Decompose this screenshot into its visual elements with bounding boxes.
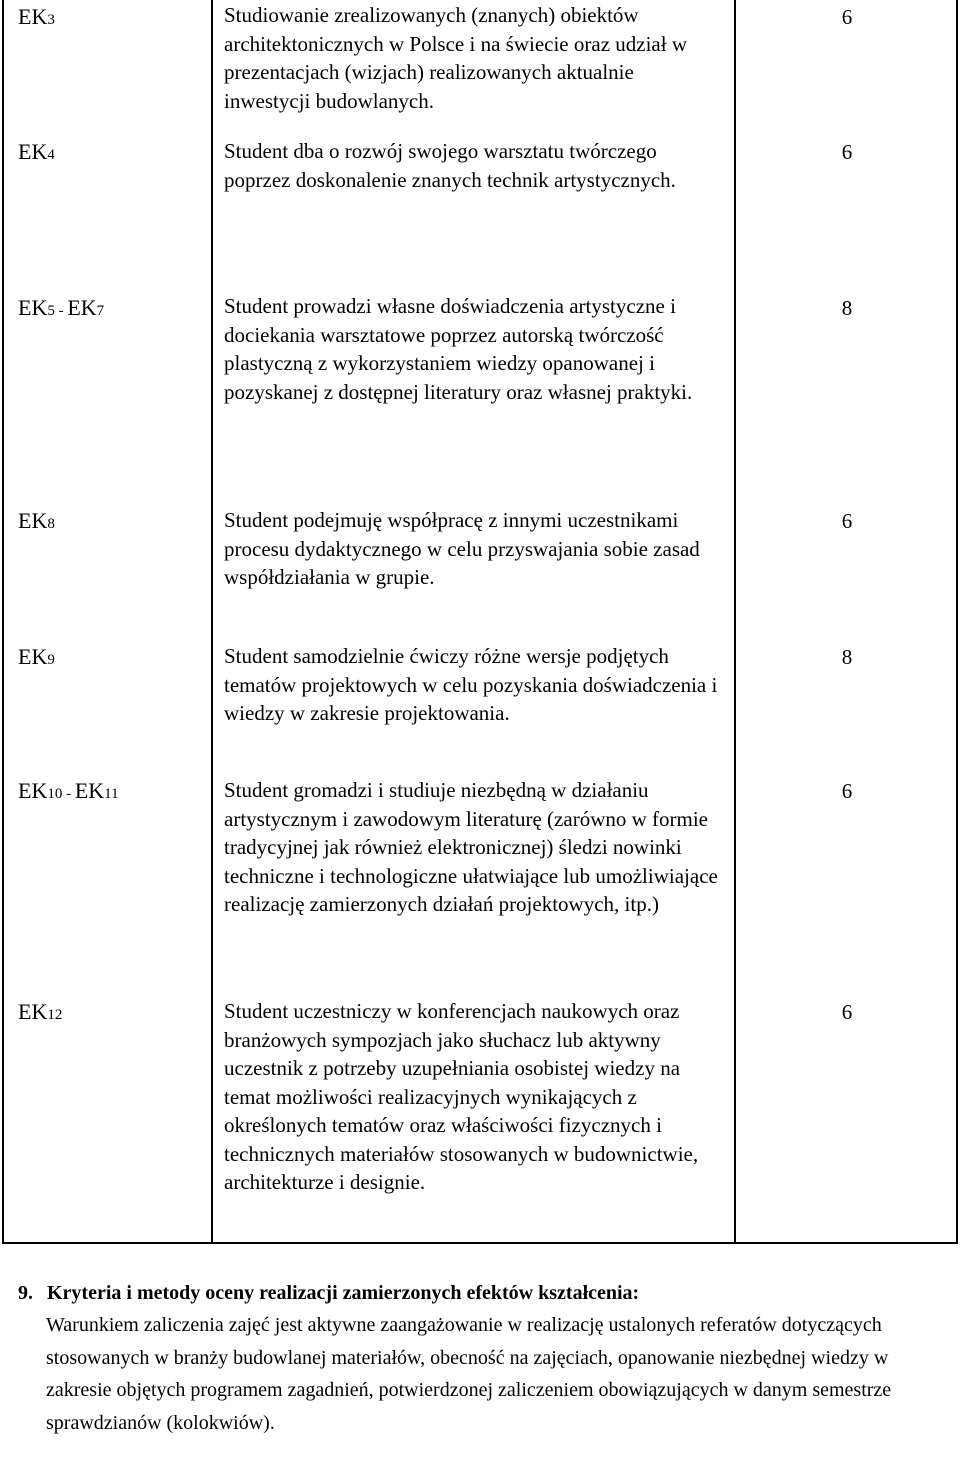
table-row-code: EK3 <box>18 4 55 29</box>
section-title: Kryteria i metody oceny realizacji zamierzonych efektów kształcenia: <box>47 1282 640 1304</box>
table-row-description: Student podejmuję współpracę z innymi uczestnikami procesu dydaktycznego w celu przyswajania sobie zasad współdziałania w grupie. <box>224 508 700 589</box>
table-column-divider-1 <box>211 0 213 1244</box>
table-row-code: EK8 <box>18 508 55 533</box>
table-row-code: EK4 <box>18 139 55 164</box>
table-row-points: 6 <box>841 779 853 803</box>
table-row-points: 8 <box>841 645 853 669</box>
table-row-description: Student prowadzi własne doświadczenia artystyczne i dociekania warsztatowe poprzez autorską twórczość plastyczną z wykorzystaniem wiedzy opanowanej i pozyskanej z dostępnej literatury oraz własnej praktyki. <box>224 294 693 404</box>
table-row-description: Student dba o rozwój swojego warsztatu twórczego poprzez doskonalenie znanych technik artystycznych. <box>224 139 676 192</box>
table-row-code: EK12 <box>18 999 63 1024</box>
table-column-divider-2 <box>734 0 736 1244</box>
table-border-right <box>956 0 958 1244</box>
assessment-criteria-section <box>18 1277 946 1439</box>
table-row-description: Student gromadzi i studiuje niezbędną w działaniu artystycznym i zawodowym literaturę (zarówno w formie tradycyjnej jak również elektronicznej) śledzi nowinki techniczne i technologiczne ułatwiające lub umożliwiające realizację zamierzonych działań projektowych, itp.) <box>224 778 718 916</box>
section-body: Warunkiem zaliczenia zajęć jest aktywne zaangażowanie w realizację ustalonych referatów dotyczących stosowanych w branży budowlanej materiałów, obecność na zajęciach, opanowanie niezbędnej wiedzy w zakresie objętych programem zagadnień, potwierdzonej zaliczeniem obowiązujących w danym semestrze sprawdzianów (kolokwiów). <box>46 1314 892 1434</box>
section-number: 9. <box>18 1282 33 1304</box>
table-row-points: 6 <box>841 5 853 29</box>
table-row-code: EK10 - EK11 <box>18 778 119 803</box>
table-row-points: 6 <box>841 509 853 533</box>
table-row-description: Studiowanie zrealizowanych (znanych) obiektów architektonicznych w Polsce i na świecie oraz udział w prezentacjach (wizjach) realizowanych aktualnie inwestycji budowlanych. <box>224 3 687 113</box>
table-row-description: Student uczestniczy w konferencjach naukowych oraz branżowych sympozjach jako słuchacz lub aktywny uczestnik z potrzeby uzupełniania osobistej wiedzy na temat możliwości realizacyjnych wynikających z określonych tematów oraz właściwości fizycznych i technicznych materiałów stosowanych w budownictwie, architekturze i designie. <box>224 999 699 1194</box>
table-row-points: 6 <box>841 1000 853 1024</box>
section-heading <box>18 1277 946 1309</box>
table-row-points: 8 <box>841 296 853 320</box>
table-row-points: 6 <box>841 140 853 164</box>
table-border-bottom <box>2 1242 958 1244</box>
table-row-description: Student samodzielnie ćwiczy różne wersje podjętych tematów projektowych w celu pozyskania doświadczenia i wiedzy w zakresie projektowania. <box>224 644 718 725</box>
table-border-left <box>2 0 4 1244</box>
table-row-code: EK9 <box>18 644 55 669</box>
table-row-code: EK5 - EK7 <box>18 295 105 320</box>
